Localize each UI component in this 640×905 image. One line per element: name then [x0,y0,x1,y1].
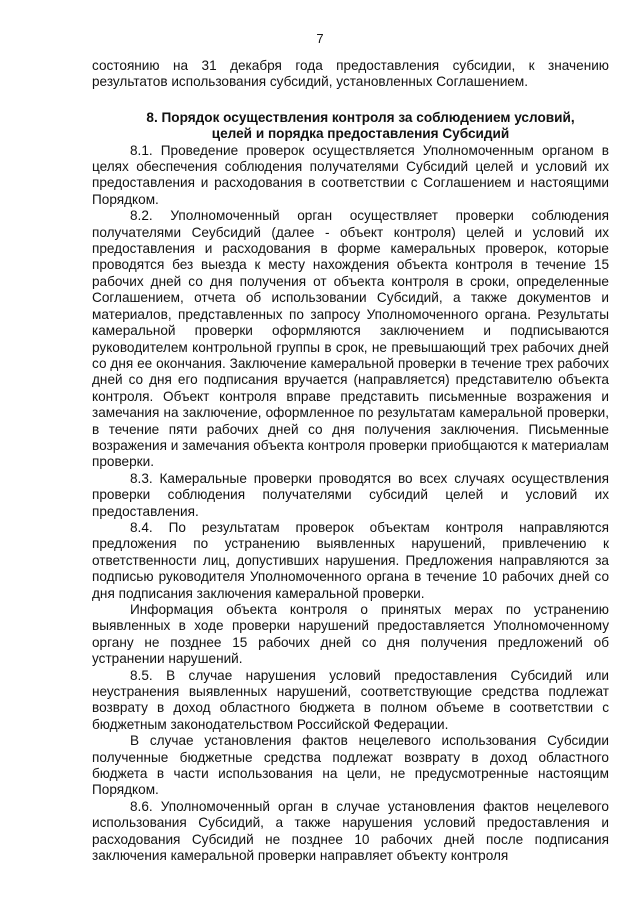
section-title-line-1: 8. Порядок осуществления контроля за соблюдением условий, [146,109,575,125]
paragraph-8-6: 8.6. Уполномоченный орган в случае установления фактов нецелевого использования Субсидий, а также нарушения условий предоставления и расходования Субсидий не позднее 10 рабочих дней после подписания заключения камеральной проверки направляет объекту контроля [92,798,609,864]
intro-paragraph: состоянию на 31 декабря года предоставления субсидии, к значению результатов использования субсидий, установленных Соглашением. [92,58,609,90]
document-body [92,58,609,865]
paragraph-8-3: 8.3. Камеральные проверки проводятся во всех случаях осуществления проверки соблюдения получателями субсидий целей и условий их предоставления. [92,470,609,519]
paragraph-8-4: 8.4. По результатам проверок объектам контроля направляются предложения по устранению выявленных нарушений, привлечению к ответственности лиц, допустивших нарушения. Предложения направляются за подписью руководителя Уполномоченного органа в течение 10 рабочих дней со дня подписания заключения камеральной проверки. [92,519,609,601]
paragraph-8-5-misuse: В случае установления фактов нецелевого использования Субсидии полученные бюджетные средства подлежат возврату в доход областного бюджета в части использования на цели, не предусмотренные настоящим Порядком. [92,733,609,798]
paragraph-8-2: 8.2. Уполномоченный орган осуществляет проверки соблюдения получателями Сеубсидий (далее - объект контроля) целей и условий их предоставления и расходования в форме камеральных проверок, которые проводятся без выезда к месту нахождения объекта контроля в течение 15 рабочих дней со дня получения от объекта контроля в сроки, определенные Соглашением, отчета об использовании Субсидий, а также документов и материалов, представленных по запросу Уполномоченного органа. Результаты камеральной проверки оформляются заключением и подписываются руководителем контрольной группы в срок, не превышающий трех рабочих дней со дня ее окончания. Заключение камеральной проверки в течение трех рабочих дней со дня его подписания вручается (направляется) представителю объекта контроля. Объект контроля вправе представить письменные возражения и замечания на заключение, оформленное по результатам камеральной проверки, в течение пяти рабочих дней со дня получения заключения. Письменные возражения и замечания объекта контроля проверки приобщаются к материалам проверки. [92,208,609,470]
paragraph-8-4-info: Информация объекта контроля о принятых мерах по устранению выявленных в ходе проверки нарушений предоставляется Уполномоченному органу не позднее 15 рабочих дней со дня получения предложений об устранении нарушений. [92,602,609,667]
section-title [92,110,609,143]
paragraph-8-5: 8.5. В случае нарушения условий предоставления Субсидий или неустранения выявленных нарушений, соответствующие средства подлежат возврату в доход областного бюджета в полном объеме в соответствии с бюджетным законодательством Российской Федерации. [92,667,609,732]
page-number: 7 [316,31,324,46]
section-title-line-2: целей и порядка предоставления Субсидий [211,126,510,142]
paragraph-8-1: 8.1. Проведение проверок осуществляется Уполномоченным органом в целях обеспечения соблюдения получателями Субсидий целей и условий их предоставления и расходования в соответствии с Соглашением и настоящими Порядком. [92,142,609,207]
